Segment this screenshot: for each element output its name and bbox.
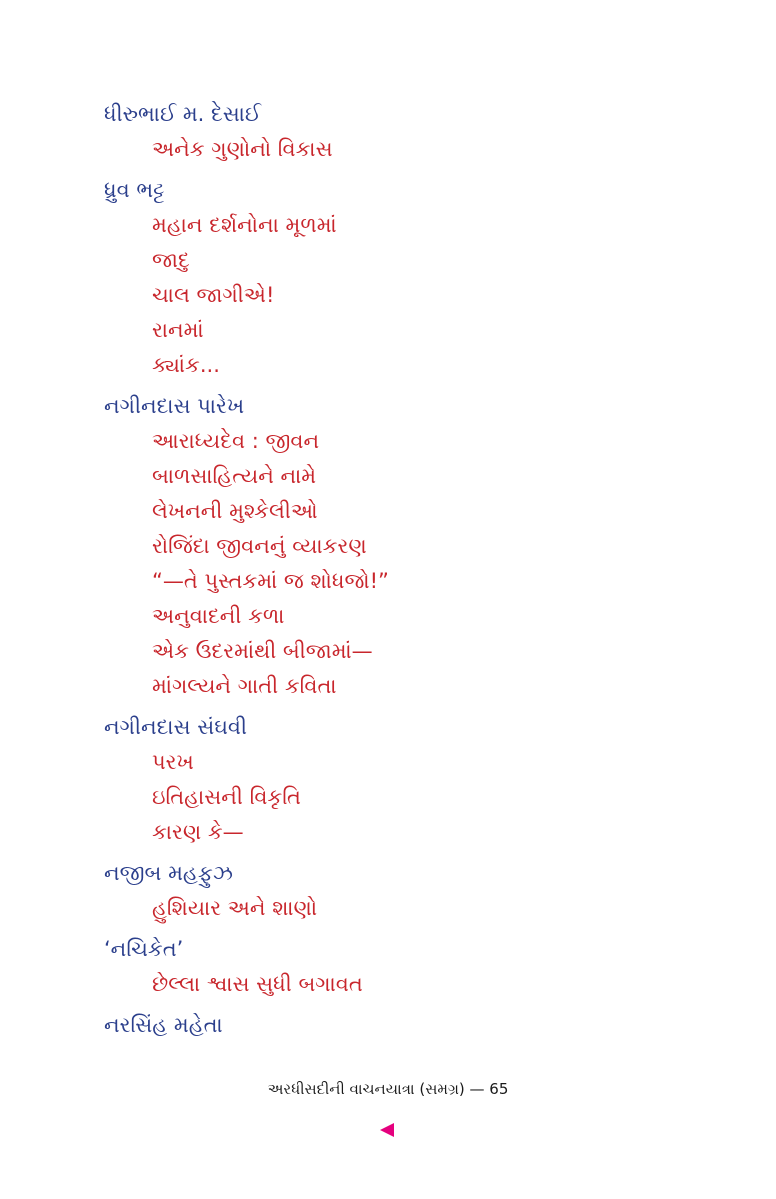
work-title-link[interactable]: ઇતિહાસની વિકૃતિ [152, 785, 301, 809]
works-list [152, 894, 704, 922]
author-name: નગીનદાસ પારેખ [104, 394, 245, 418]
author-name: નગીનદાસ સંઘવી [104, 715, 248, 739]
work-title-link[interactable]: પરખ [152, 750, 194, 774]
work-title-link[interactable]: મહાન દર્શનોના મૂળમાં [152, 213, 337, 237]
work-title-link[interactable]: હુશિયાર અને શાણો [152, 896, 318, 920]
page-footer: અરધીસદીની વાચનયાત્રા (સમગ્ર) — 65 [267, 1080, 509, 1098]
author-name: ધ્રુવ ભટ્ટ [104, 178, 165, 202]
work-title-link[interactable]: કારણ કે— [152, 820, 244, 844]
work-title-link[interactable]: “—તે પુસ્તકમાં જ શોધજો!” [152, 569, 389, 593]
work-title-link[interactable]: લેખનની મુશ્કેલીઓ [152, 499, 318, 523]
author-name: ‘નચિકેત’ [104, 937, 184, 961]
author-name: ધીરુભાઈ મ. દેસાઈ [104, 102, 262, 126]
work-title-link[interactable]: અનેક ગુણોનો વિકાસ [152, 137, 333, 161]
work-title-link[interactable]: ક્યાંક... [152, 353, 220, 377]
author-name: નરસિંહ મહેતા [104, 1013, 223, 1037]
previous-page-arrow-icon[interactable] [380, 1123, 394, 1137]
author-name: નજીબ મહફુઝ [104, 861, 233, 885]
work-title-link[interactable]: માંગલ્યને ગાતી કવિતા [152, 674, 337, 698]
work-title-link[interactable]: જાદુ [152, 248, 190, 272]
index-entries [104, 100, 704, 1039]
work-title-link[interactable]: બાળસાહિત્યને નામે [152, 464, 317, 488]
work-title-link[interactable]: રોજિંદા જીવનનું વ્યાકરણ [152, 534, 367, 558]
work-title-link[interactable]: એક ઉદરમાંથી બીજામાં— [152, 639, 373, 663]
index-content [104, 100, 704, 1039]
work-title-link[interactable]: રાનમાં [152, 318, 204, 342]
works-list [152, 970, 704, 998]
work-title-link[interactable]: આરાધ્યદેવ : જીવન [152, 429, 320, 453]
works-list [152, 748, 704, 846]
works-list [152, 135, 704, 163]
works-list [152, 211, 704, 379]
work-title-link[interactable]: અનુવાદની કળા [152, 604, 285, 628]
works-list [152, 427, 704, 700]
work-title-link[interactable]: છેલ્લા શ્વાસ સુધી બગાવત [152, 972, 363, 996]
work-title-link[interactable]: ચાલ જાગીએ! [152, 283, 275, 307]
